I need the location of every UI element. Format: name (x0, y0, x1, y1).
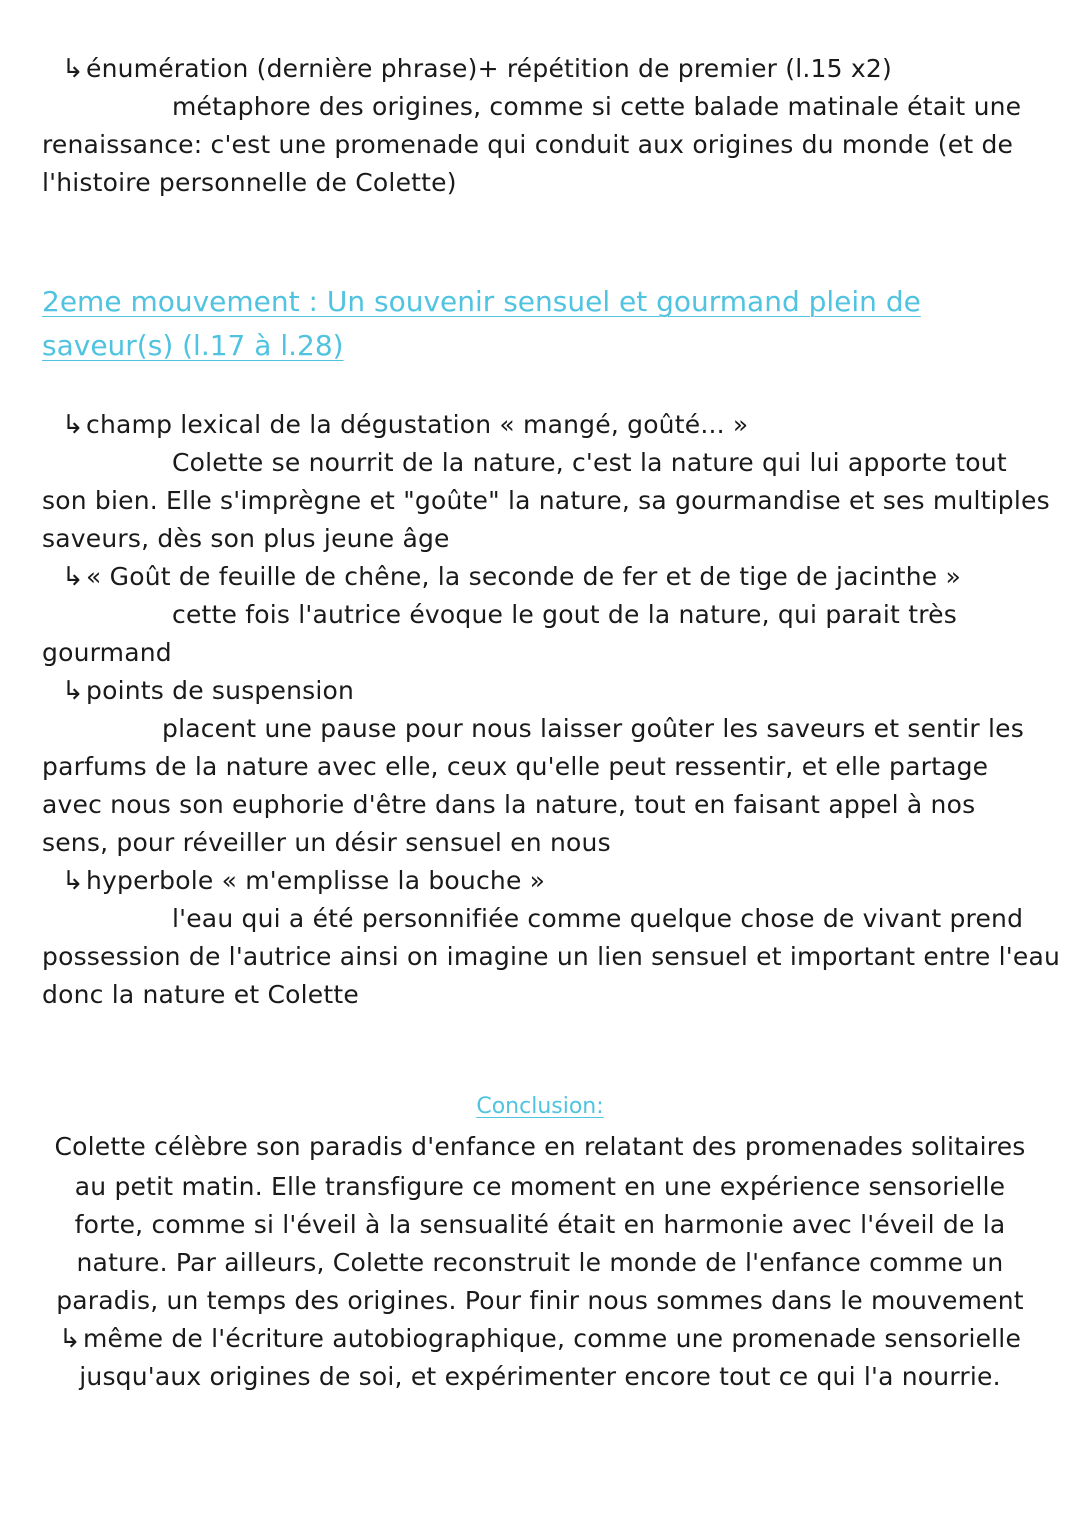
arrow-icon: ↳ (58, 1324, 81, 1354)
text-line: renaissance: c'est une promenade qui conduit aux origines du monde (et de (42, 130, 1014, 159)
conclusion-line: paradis, un temps des origines. Pour finir nous sommes dans le mouvement (56, 1286, 1024, 1315)
conclusion-line: nature. Par ailleurs, Colette reconstruit le monde de l'enfance comme un (76, 1248, 1004, 1277)
text-line: parfums de la nature avec elle, ceux qu'elle peut ressentir, et elle partage (42, 752, 989, 781)
bullet-citation: ↳« Goût de feuille de chêne, la seconde de fer et de tige de jacinthe » (62, 558, 961, 596)
arrow-icon: ↳ (62, 54, 84, 84)
text-line: l'eau qui a été personnifiée comme quelque chose de vivant prend (172, 904, 1024, 933)
text-line: son bien. Elle s'imprègne et "goûte" la nature, sa gourmandise et ses multiples (42, 486, 1050, 515)
conclusion-line: forte, comme si l'éveil à la sensualité était en harmonie avec l'éveil de la (74, 1210, 1006, 1239)
text-line: métaphore des origines, comme si cette balade matinale était une (172, 92, 1022, 121)
text-line: gourmand (42, 638, 172, 667)
bullet-points-suspension: ↳points de suspension (62, 672, 354, 710)
text-line: avec nous son euphorie d'être dans la nature, tout en faisant appel à nos (42, 790, 976, 819)
section-heading: 2eme mouvement : Un souvenir sensuel et gourmand plein de (42, 285, 921, 318)
text-line: cette fois l'autrice évoque le gout de la nature, qui parait très (172, 600, 957, 629)
text-line: donc la nature et Colette (42, 980, 359, 1009)
text-line: Colette se nourrit de la nature, c'est la nature qui lui apporte tout (172, 448, 1007, 477)
bullet-enumeration: ↳énumération (dernière phrase)+ répétition de premier (l.15 x2) (62, 50, 892, 88)
conclusion-line: jusqu'aux origines de soi, et expérimenter encore tout ce qui l'a nourrie. (79, 1362, 1001, 1391)
arrow-icon: ↳ (62, 866, 84, 896)
bullet-champ-lexical: ↳champ lexical de la dégustation « mangé, goûté... » (62, 406, 748, 444)
arrow-icon: ↳ (62, 410, 84, 440)
text-line: placent une pause pour nous laisser goûter les saveurs et sentir les (162, 714, 1024, 743)
conclusion-line: au petit matin. Elle transfigure ce moment en une expérience sensorielle (74, 1172, 1006, 1201)
section-heading-cont: saveur(s) (l.17 à l.28) (42, 329, 344, 362)
text-line: saveurs, dès son plus jeune âge (42, 524, 450, 553)
text-line: l'histoire personnelle de Colette) (42, 168, 457, 197)
bullet-hyperbole: ↳hyperbole « m'emplisse la bouche » (62, 862, 545, 900)
conclusion-line: Colette célèbre son paradis d'enfance en relatant des promenades solitaires (54, 1132, 1026, 1161)
arrow-icon: ↳ (62, 676, 84, 706)
text-line: sens, pour réveiller un désir sensuel en nous (42, 828, 611, 857)
conclusion-title: Conclusion: (476, 1094, 604, 1119)
arrow-icon: ↳ (62, 562, 84, 592)
conclusion-line: ↳même de l'écriture autobiographique, comme une promenade sensorielle (0, 1320, 1080, 1358)
text-line: possession de l'autrice ainsi on imagine un lien sensuel et important entre l'eau (42, 942, 1061, 971)
